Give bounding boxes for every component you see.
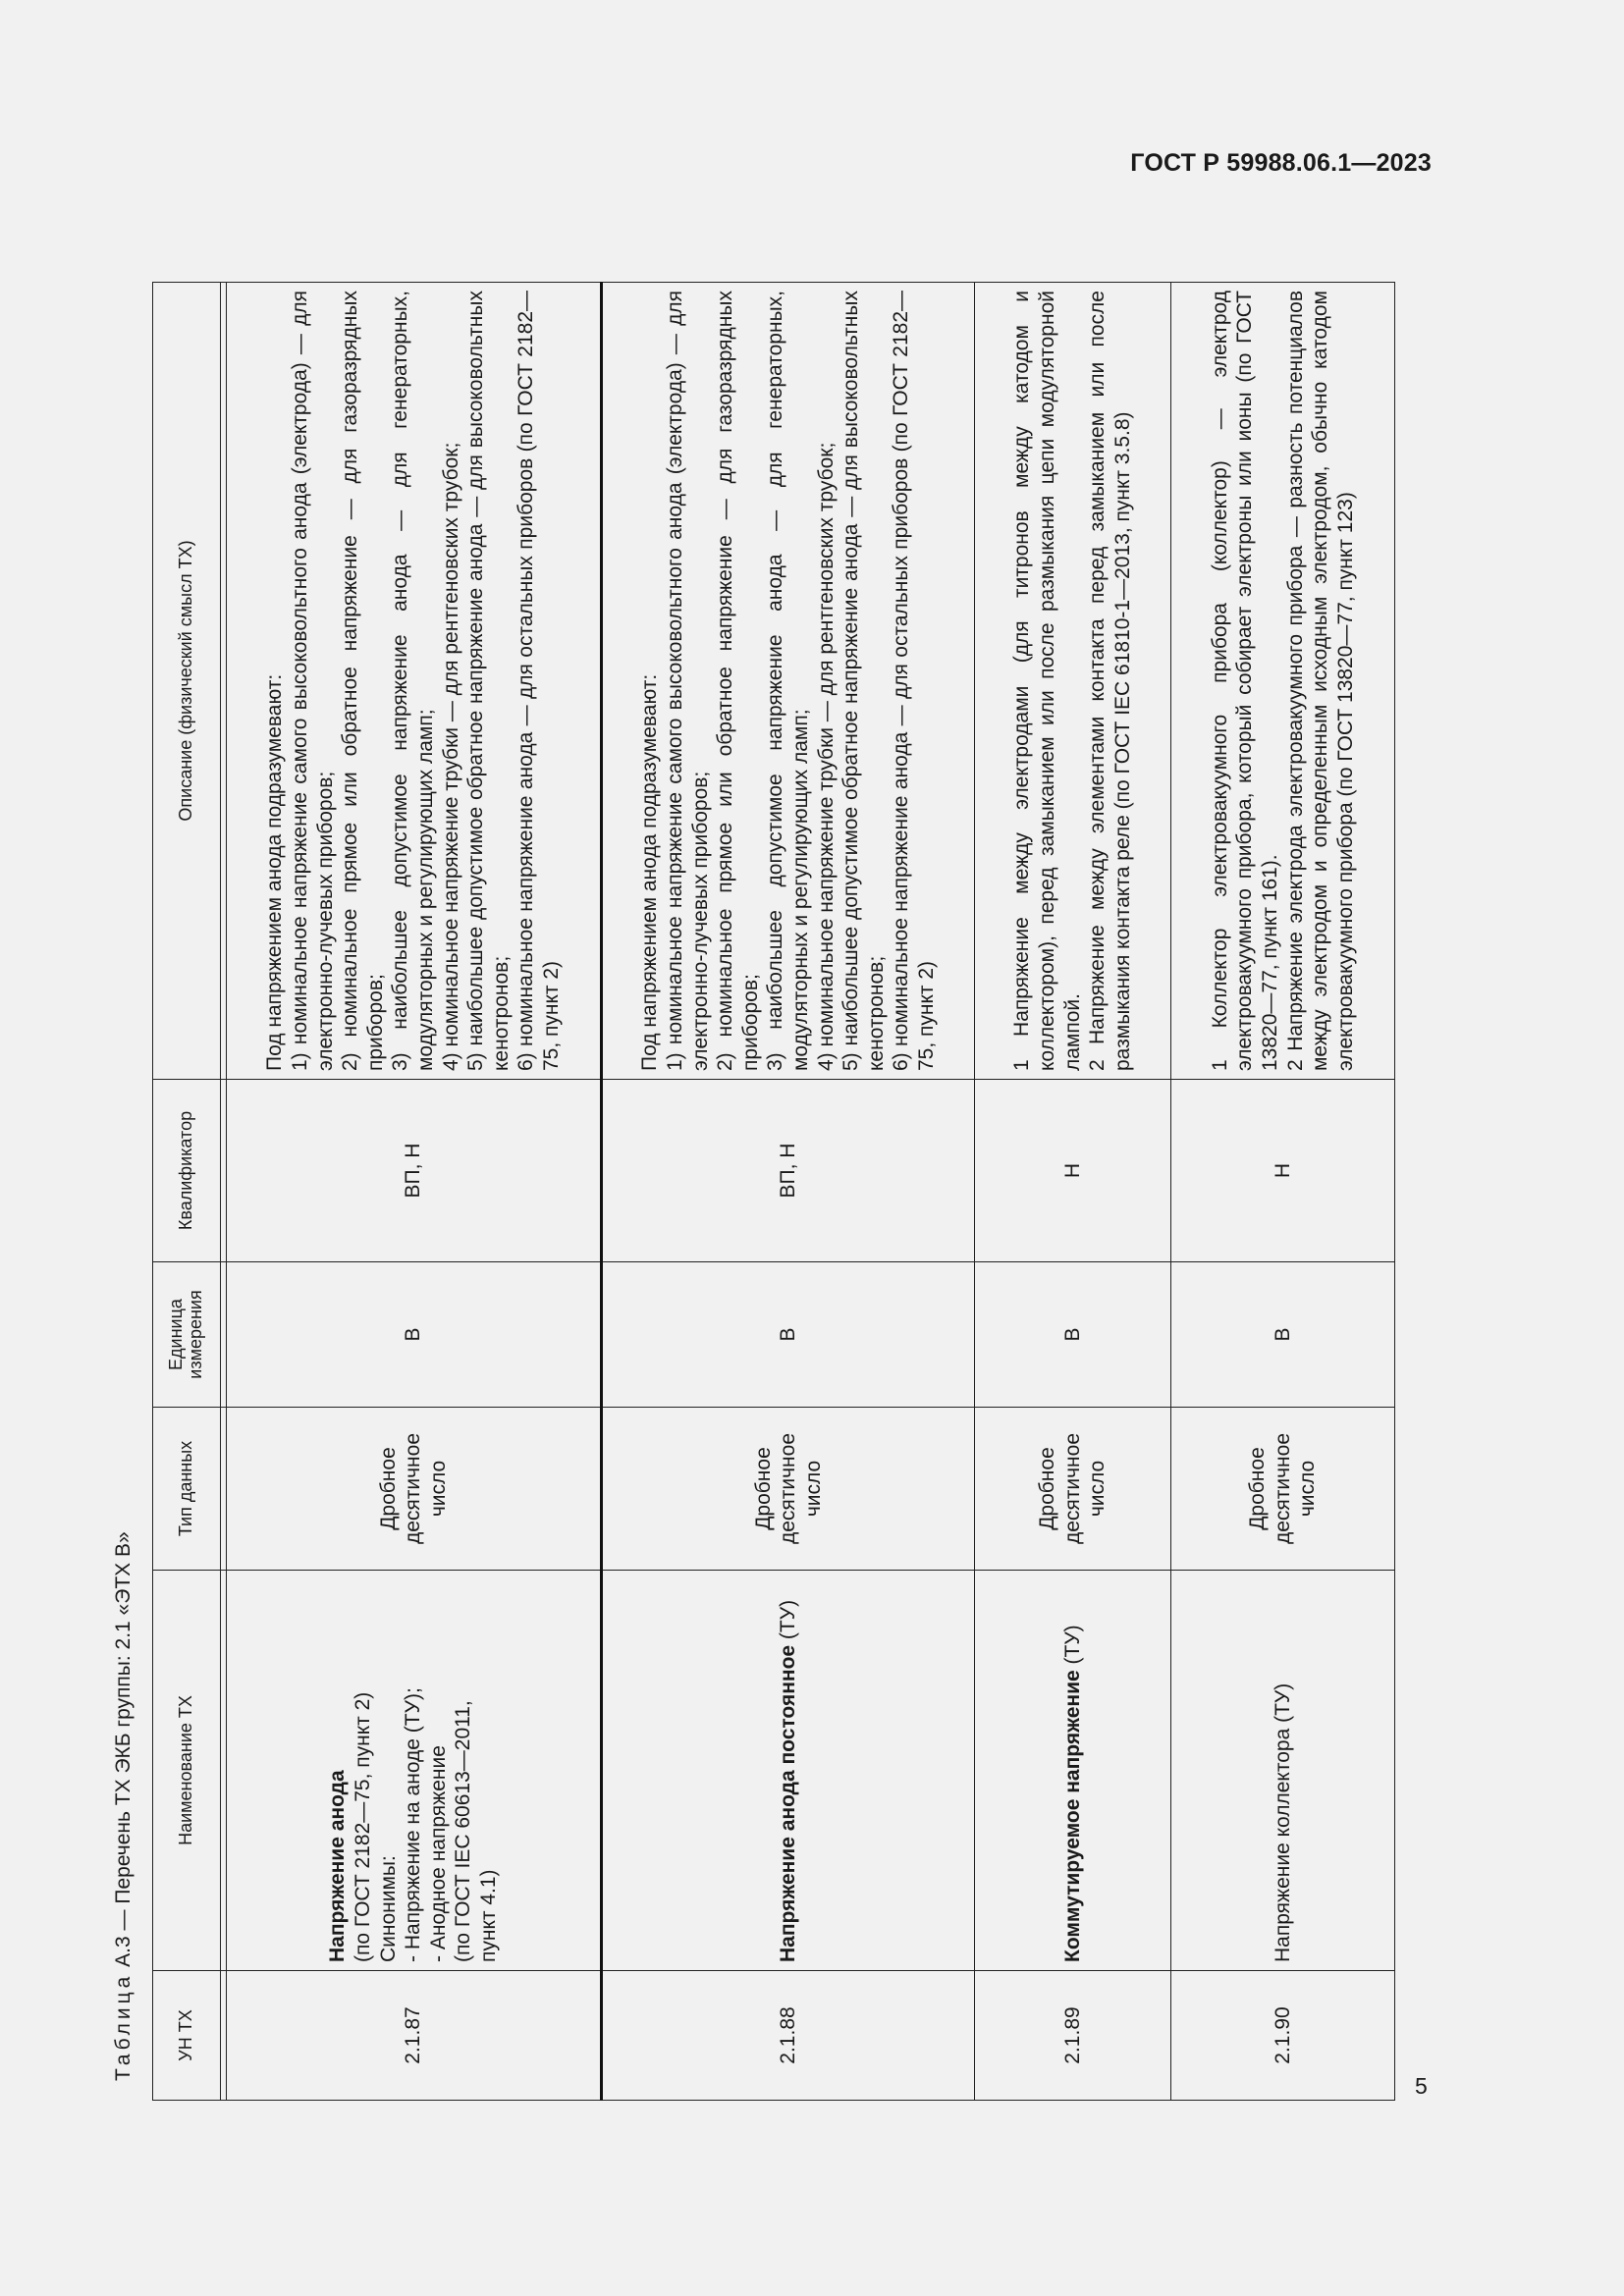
column-header-qualifier: Квалификатор bbox=[153, 1080, 221, 1262]
row-data-type: Дробное десятичное число bbox=[602, 1408, 975, 1571]
row-data-type: Дробное десятичное число bbox=[1171, 1408, 1395, 1571]
description-line: Под напряжением анода подразумевают: bbox=[638, 673, 662, 1071]
column-header-code: УН ТХ bbox=[153, 1971, 221, 2101]
row-name bbox=[975, 1571, 1171, 1971]
characteristics-table bbox=[152, 282, 1395, 2101]
row-name-suffix: (ТУ) bbox=[1060, 1625, 1084, 1671]
row-code: 2.1.90 bbox=[1171, 1971, 1395, 2101]
row-qualifier: Н bbox=[1171, 1080, 1395, 1262]
rotated-table-area bbox=[108, 79, 1384, 2101]
description-line: 1 Коллектор электровакуумного прибора (коллектор) — электрод электровакуумного прибора, который собирает электроны или ионы (по ГОСТ 13820—77, пункт 161). bbox=[1208, 291, 1281, 1071]
row-name-bold: Коммутируемое напряжение bbox=[1060, 1670, 1084, 1962]
row-data-type: Дробное десятичное число bbox=[975, 1408, 1171, 1571]
row-qualifier: Н bbox=[975, 1080, 1171, 1262]
row-description bbox=[975, 283, 1171, 1080]
table-row bbox=[1171, 283, 1395, 2101]
row-name-line: Синонимы: bbox=[376, 1855, 400, 1962]
column-header-data-type: Тип данных bbox=[153, 1408, 221, 1571]
description-line: 2 Напряжение электрода электровакуумного прибора — разность потенциалов между электродом и определенным исходным электродом, обычно катодом электровакуумного прибора (по ГОСТ 13820—77, пункт 123) bbox=[1283, 291, 1357, 1071]
description-line: 1 Напряжение между электродами (для титронов между катодом и коллектором), перед замыканием или после размыкания цепи модуляторной лампой. bbox=[1010, 291, 1084, 1071]
row-name-line: - Напряжение на аноде (ТУ); bbox=[402, 1687, 425, 1962]
row-unit: В bbox=[1171, 1262, 1395, 1408]
table-row bbox=[975, 283, 1171, 2101]
row-qualifier: ВП, Н bbox=[602, 1080, 975, 1262]
row-name bbox=[227, 1571, 602, 1971]
row-data-type: Дробное десятичное число bbox=[227, 1408, 602, 1571]
row-name-line: (по ГОСТ 2182—75, пункт 2) bbox=[351, 1691, 374, 1962]
row-unit: В bbox=[975, 1262, 1171, 1408]
description-line: Под напряжением анода подразумевают: bbox=[263, 673, 287, 1071]
column-header-description: Описание (физический смысл ТХ) bbox=[153, 283, 221, 1080]
description-line: 6) номинальное напряжение анода — для остальных приборов (по ГОСТ 2182—75, пункт 2) bbox=[890, 291, 939, 1071]
row-name-suffix: (ТУ) bbox=[777, 1599, 800, 1645]
description-line: 3) наибольшее допустимое напряжение анода — для генераторных, модуляторных и регулирующих ламп; bbox=[764, 291, 812, 1071]
table-caption-prefix: Таблица bbox=[112, 1972, 135, 2081]
row-name-line: пункт 4.1) bbox=[477, 1869, 501, 1962]
description-line: 4) номинальное напряжение трубки — для рентгеновских трубок; bbox=[814, 442, 838, 1071]
table-row bbox=[227, 283, 602, 2101]
row-name-bold: Напряжение анода bbox=[326, 1770, 350, 1962]
table-row bbox=[602, 283, 975, 2101]
description-line: 6) номинальное напряжение анода — для остальных приборов (по ГОСТ 2182—75, пункт 2) bbox=[514, 291, 564, 1071]
row-name-line: (по ГОСТ IEC 60613—2011, bbox=[452, 1700, 475, 1962]
table-caption bbox=[112, 1531, 135, 2081]
row-name-line: - Анодное напряжение bbox=[426, 1745, 450, 1962]
row-description bbox=[1171, 283, 1395, 1080]
row-name bbox=[602, 1571, 975, 1971]
description-line: 2 Напряжение между элементами контакта перед замыканием или после размыкания контакта реле (по ГОСТ IEC 61810-1—2013, пункт 3.5.8) bbox=[1086, 291, 1134, 1071]
description-line: 1) номинальное напряжение самого высоковольтного анода (электрода) — для электронно-лучевых приборов; bbox=[288, 291, 337, 1071]
table-caption-title: А.3 — Перечень ТХ ЭКБ группы: 2.1 «ЭТХ В» bbox=[112, 1531, 135, 1973]
column-header-name: Наименование ТХ bbox=[153, 1571, 221, 1971]
description-line: 3) наибольшее допустимое напряжение анода — для генераторных, модуляторных и регулирующих ламп; bbox=[389, 291, 437, 1071]
description-line: 1) номинальное напряжение самого высоковольтного анода (электрода) — для электронно-лучевых приборов; bbox=[663, 291, 712, 1071]
row-qualifier: ВП, Н bbox=[227, 1080, 602, 1262]
description-line: 5) наибольшее допустимое обратное напряжение анода — для высоковольтных кенотронов; bbox=[839, 291, 888, 1071]
table-header-row bbox=[153, 283, 221, 2101]
description-line: 5) наибольшее допустимое обратное напряжение анода — для высоковольтных кенотронов; bbox=[464, 291, 513, 1071]
row-description bbox=[602, 283, 975, 1080]
row-code: 2.1.88 bbox=[602, 1971, 975, 2101]
row-unit: В bbox=[227, 1262, 602, 1408]
row-name-bold: Напряжение анода постоянное bbox=[777, 1644, 800, 1962]
row-unit: В bbox=[602, 1262, 975, 1408]
description-line: 4) номинальное напряжение трубки — для рентгеновских трубок; bbox=[439, 442, 462, 1071]
row-name: Напряжение коллектора (ТУ) bbox=[1171, 1571, 1395, 1971]
description-line: 2) номинальное прямое или обратное напряжение — для газоразрядных приборов; bbox=[339, 291, 387, 1071]
column-header-unit: Единица измерения bbox=[153, 1262, 221, 1408]
description-line: 2) номинальное прямое или обратное напряжение — для газоразрядных приборов; bbox=[714, 291, 762, 1071]
row-code: 2.1.87 bbox=[227, 1971, 602, 2101]
page-number: 5 bbox=[1415, 2073, 1428, 2099]
row-code: 2.1.89 bbox=[975, 1971, 1171, 2101]
document-number-header: ГОСТ Р 59988.06.1—2023 bbox=[1130, 149, 1432, 177]
row-description bbox=[227, 283, 602, 1080]
